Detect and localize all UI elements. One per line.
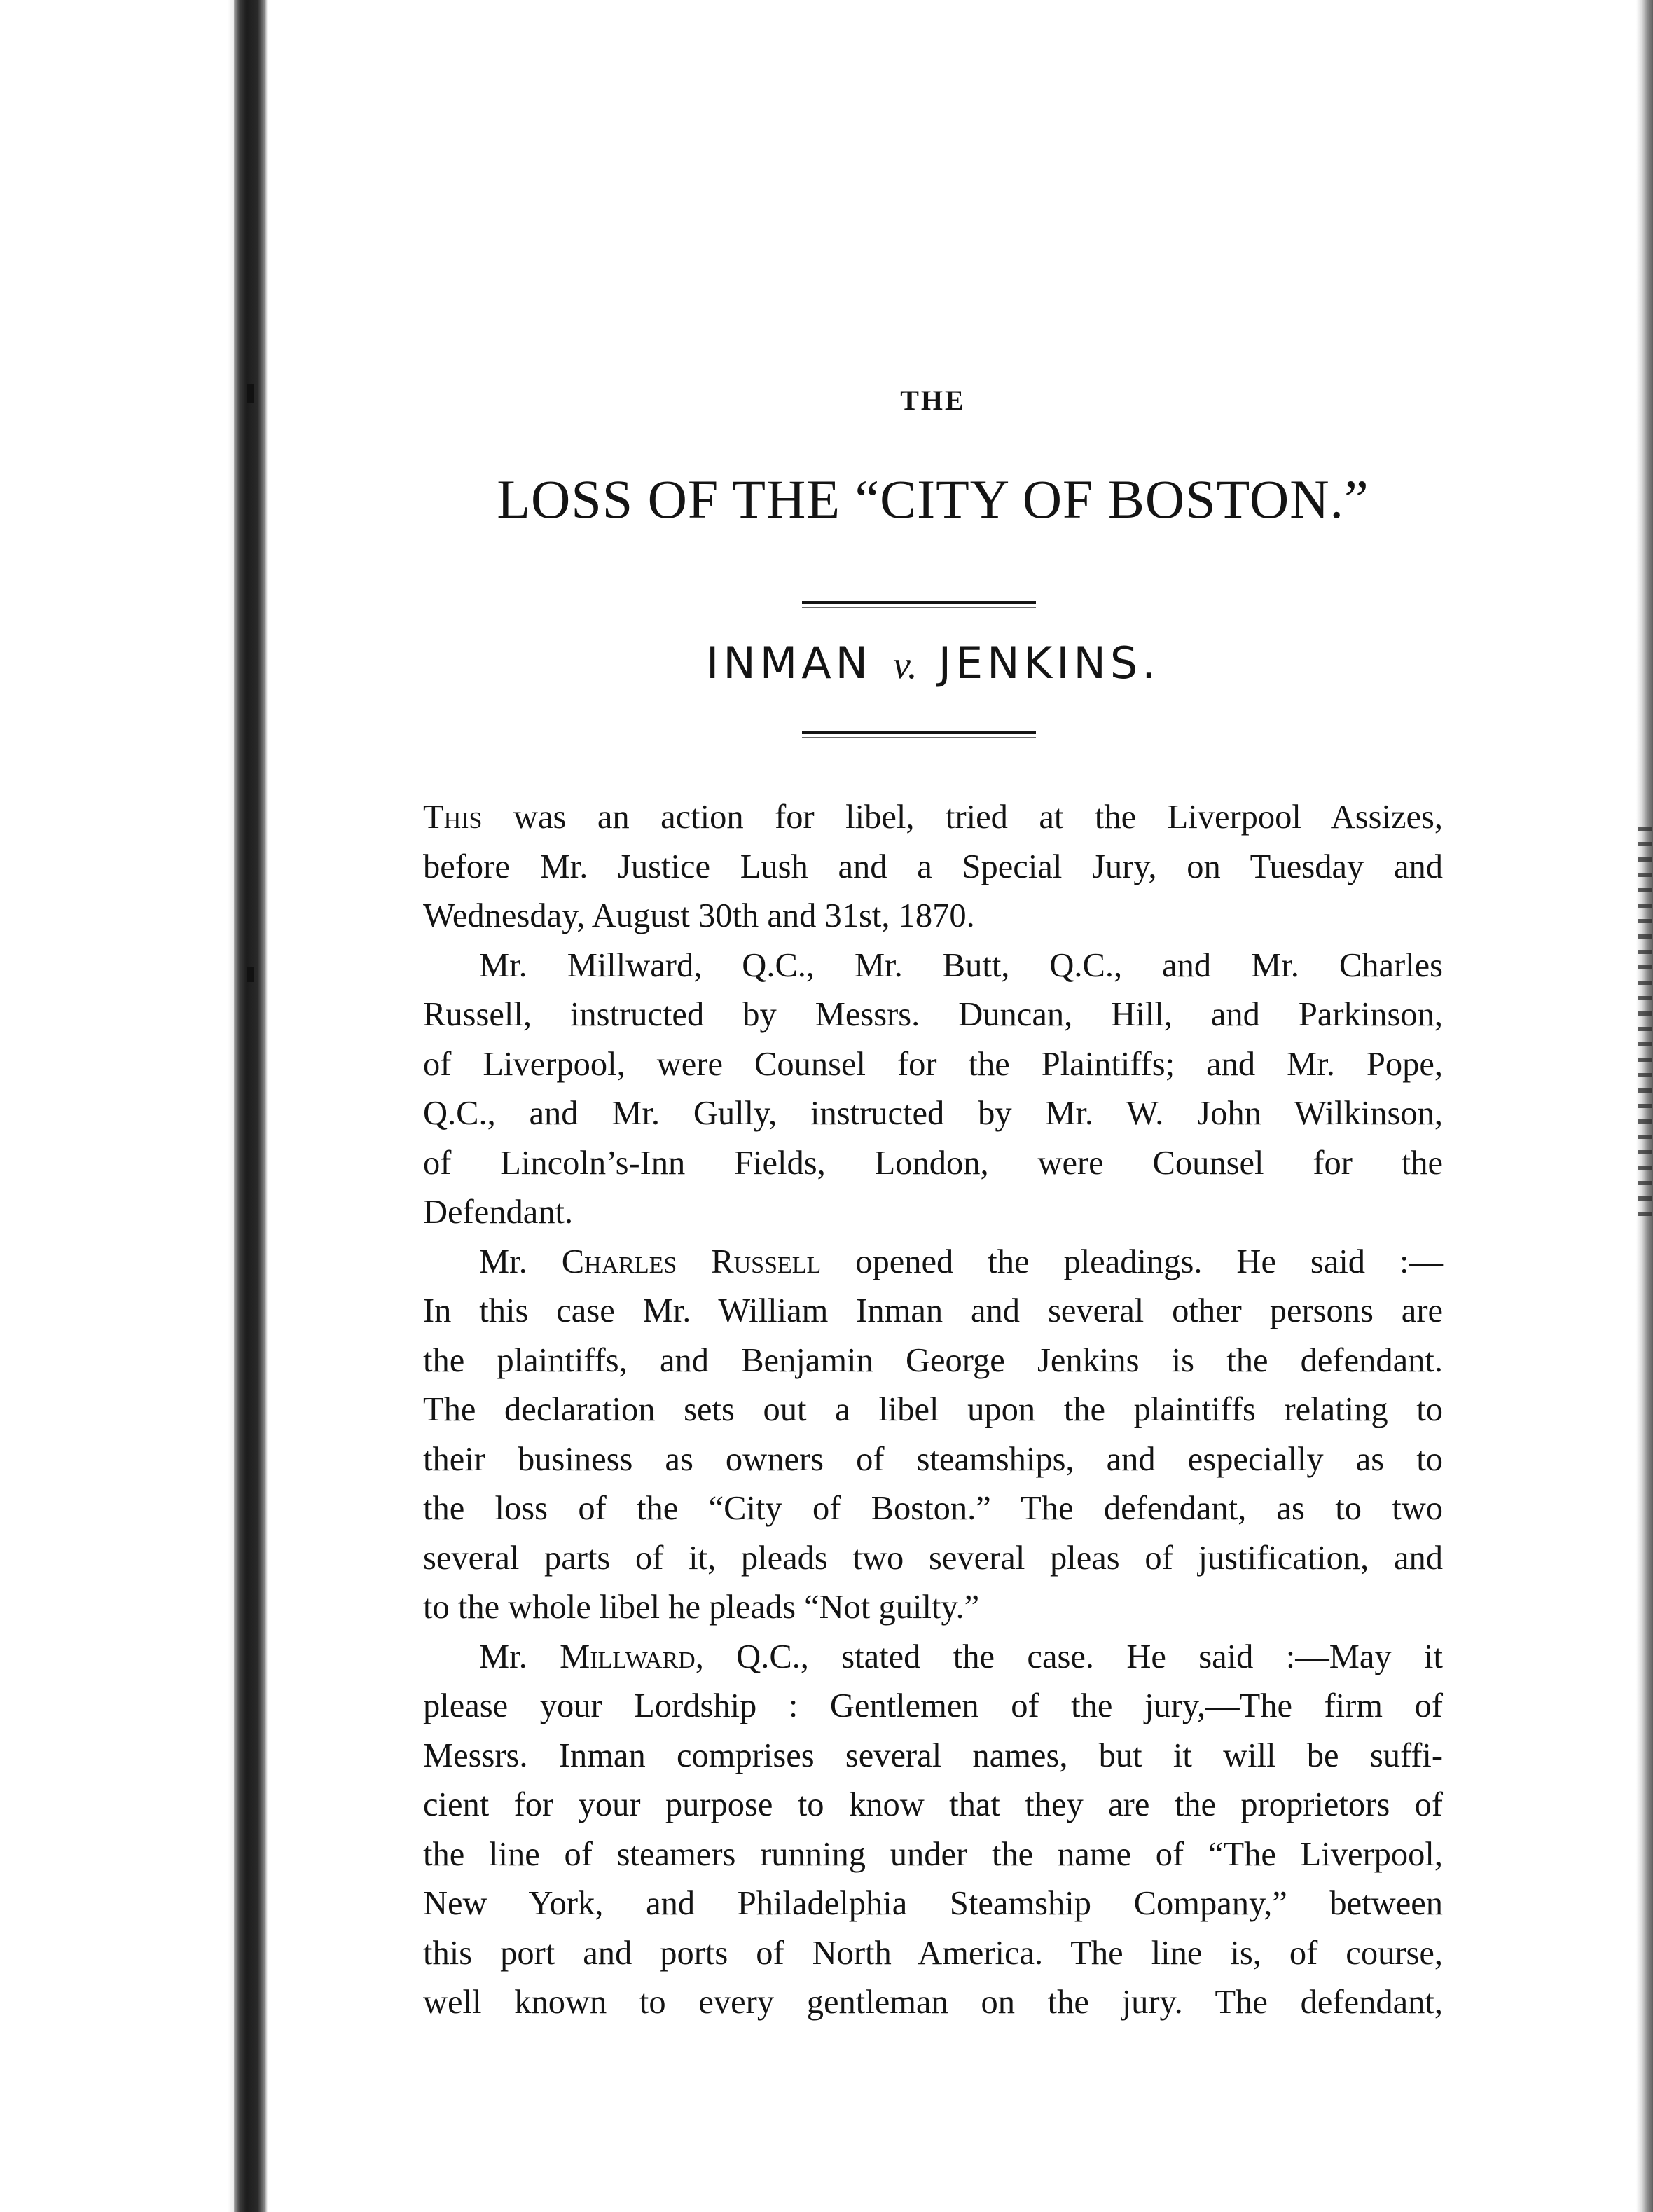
text-line: Q.C., and Mr. Gully, instructed by Mr. W. John Wilkinson,: [423, 1095, 1443, 1132]
text-line: Russell, instructed by Messrs. Duncan, Hill, and Parkinson,: [423, 996, 1443, 1033]
title-rule-bottom: [802, 731, 1036, 734]
text-line: the plaintiffs, and Benjamin George Jenkins is the defendant.: [423, 1341, 1443, 1379]
binding-gutter: [234, 0, 268, 2212]
title-rule-top: [802, 601, 1036, 604]
gutter-mark: [247, 967, 254, 982]
text-line: of Liverpool, were Counsel for the Plaintiffs; and Mr. Pope,: [423, 1045, 1443, 1083]
text-line: Mr. Charles Russell opened the pleadings. He said :—: [479, 1243, 1443, 1280]
text-line: before Mr. Justice Lush and a Special Jury, on Tuesday and: [423, 848, 1443, 885]
text-line: the loss of the “City of Boston.” The defendant, as to two: [423, 1490, 1443, 1527]
text-line: well known to every gentleman on the jury. The defendant,: [423, 1984, 1443, 2021]
case-plaintiff: INMAN: [706, 637, 872, 689]
small-caps-lead: This: [423, 799, 483, 836]
body-text: [423, 793, 1443, 2028]
text-line: This was an action for libel, tried at the Liverpool Assizes,: [423, 799, 1443, 836]
text-line: this port and ports of North America. The line is, of course,: [423, 1934, 1443, 1972]
small-caps-name: Millward: [560, 1638, 696, 1675]
title-the: THE: [900, 385, 966, 416]
book-page: [423, 0, 1443, 2212]
scan-left-shadow: [0, 0, 245, 2212]
case-versus: v.: [893, 644, 918, 687]
text-line: the line of steamers running under the name of “The Liverpool,: [423, 1835, 1443, 1873]
text-line: Wednesday, August 30th and 31st, 1870.: [423, 897, 975, 934]
text-line: please your Lordship : Gentlemen of the jury,—The firm of: [423, 1687, 1443, 1724]
text-line: their business as owners of steamships, and especially as to: [423, 1440, 1443, 1478]
page-title: LOSS OF THE “CITY OF BOSTON.”: [497, 469, 1369, 530]
case-title: [423, 637, 1443, 689]
scan-right-marks: [1638, 827, 1652, 1219]
text-line: of Lincoln’s-Inn Fields, London, were Counsel for the: [423, 1144, 1443, 1182]
text-line: several parts of it, pleads two several pleas of justification, and: [423, 1539, 1443, 1577]
small-caps-name: Charles Russell: [561, 1243, 822, 1280]
text-line: In this case Mr. William Inman and several other persons are: [423, 1292, 1443, 1329]
text-line: Messrs. Inman comprises several names, but it will be suffi-: [423, 1736, 1443, 1774]
text-line: cient for your purpose to know that they are the proprietors of: [423, 1786, 1443, 1823]
text-line: Mr. Millward, Q.C., Mr. Butt, Q.C., and Mr. Charles: [479, 946, 1443, 984]
text-line: Defendant.: [423, 1194, 574, 1231]
text-line: to the whole libel he pleads “Not guilty.”: [423, 1589, 980, 1626]
gutter-mark: [247, 384, 254, 403]
text-line: Mr. Millward, Q.C., stated the case. He said :—May it: [479, 1638, 1443, 1675]
text-line: The declaration sets out a libel upon the plaintiffs relating to: [423, 1391, 1443, 1428]
text-line: New York, and Philadelphia Steamship Company,” between: [423, 1885, 1443, 1922]
case-defendant: JENKINS.: [938, 637, 1160, 689]
